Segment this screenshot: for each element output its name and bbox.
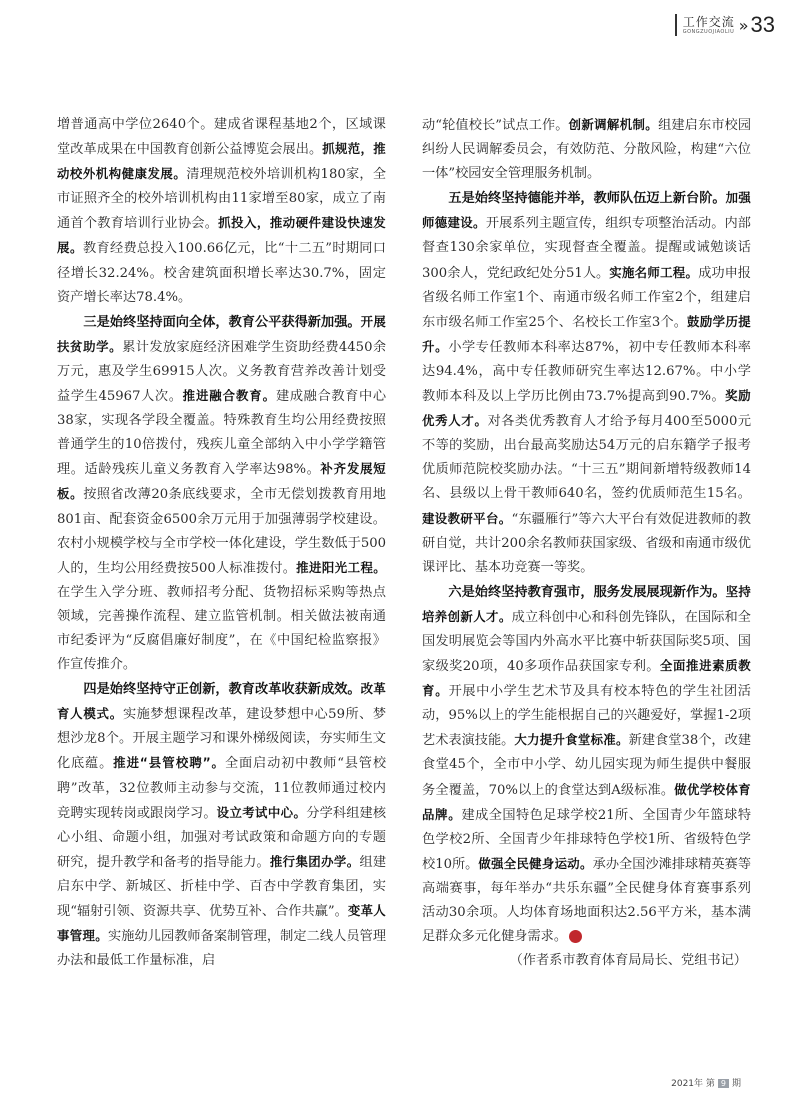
sub-heading: 大力提升食堂标准。 <box>514 732 629 748</box>
body-text: 新建食堂38个，改建食堂45个，全市中小学、幼儿园实现为师生提供中餐服务全覆盖，70%以上的食堂达到A级标准。 <box>422 733 752 798</box>
section-name: 工作交流 <box>682 14 735 29</box>
section-heading: 三是始终坚持面向全体，教育公平获得新加强。 <box>83 314 361 330</box>
body-text: 建成融合教育中心38家，实现各学段全覆盖。特殊教育生均公用经费按照普通学生的10倍拨付，残疾儿童全部纳入中小学学籍管理。适龄残疾儿童义务教育入学率达98%。 <box>57 389 387 478</box>
sub-heading: 做优学校体育品牌。 <box>422 781 751 822</box>
body-text: 在学生入学分班、教师招考分配、货物招标采购等热点领域，完善操作流程、建立监管机制。相关做法被南通市纪委评为“反腐倡廉好制度”，在《中国纪检监察报》作宣传推介。 <box>57 584 386 673</box>
sub-heading: 推进融合教育。 <box>182 388 276 404</box>
section-title <box>683 16 735 35</box>
section-heading: 四是始终坚持守正创新，教育改革收获新成效。 <box>83 682 361 698</box>
header-divider <box>675 14 677 36</box>
sub-heading: 推进阳光工程。 <box>296 559 386 575</box>
body-text: 教育经费总投入100.66亿元，比“十二五”时期同口径增长32.24%。校舍建筑面积增长率达30.7%，固定资产增长率达78.4%。 <box>57 241 386 305</box>
sub-heading: 推行集团办学。 <box>269 853 360 869</box>
paragraph <box>422 186 751 580</box>
body-text: 小学专任教师本科率达87%，初中专任教师本科率达94.4%，高中专任教师研究生率达12.67%。中小学教师本科及以上学历比例由73.7%提高到90.7%。 <box>422 339 751 405</box>
sub-heading: 鼓励学历提升。 <box>422 313 751 354</box>
sub-heading: 全面推进素质教育。 <box>422 658 751 699</box>
sub-heading: 创新调解机制。 <box>568 117 659 132</box>
body-text: 增普通高中学位2640个。建成省课程基地2个，区域课堂改革成果在中国教育创新公益博览会展出。 <box>57 117 386 158</box>
sub-heading: 奖励优秀人才。 <box>422 388 751 429</box>
sub-heading: 做强全民健身运动。 <box>478 855 593 871</box>
paragraph <box>422 580 751 949</box>
page-footer <box>671 1076 741 1089</box>
sub-heading: 补齐发展短板。 <box>57 461 387 502</box>
page-number: 33 <box>750 12 775 37</box>
body-text: 累计发放家庭经济困难学生资助经费4450余万元，惠及学生69915人次。义务教育营养改善计划受益学生45967人次。 <box>57 339 387 405</box>
section-pinyin: GONGZUOJIAOLIU <box>682 28 735 35</box>
body-text: 成立科创中心和科创先锋队，在国际和全国发明展览会等国内外高水平比赛中斩获国际奖5项、国家级奖20项，40多项作品获国家专利。 <box>422 609 751 675</box>
paragraph <box>57 113 386 310</box>
footer-year: 2021年 第 <box>671 1079 715 1089</box>
body-text: “东疆雁行”等六大平台有效促进教师的教研自觉，共计200余名教师获国家级、省级和南通市级优课评比、基本功竞赛一等奖。 <box>422 511 751 575</box>
double-chevron-icon: » <box>738 15 749 35</box>
section-heading: 六是始终坚持教育强市，服务发展展现新作为。 <box>448 584 726 600</box>
body-text: 动“轮值校长”试点工作。 <box>422 118 569 133</box>
body-text: 实施梦想课程改革，建设梦想中心59所、梦想沙龙8个。开展主题学习和课外梯级阅读，夯实师生文化底蕴。 <box>57 707 387 772</box>
paragraph <box>422 113 751 186</box>
sub-heading: 建设教研平台。 <box>422 510 512 526</box>
sub-heading: 设立考试中心。 <box>216 804 307 820</box>
sub-heading: 推进“县管校聘”。 <box>113 755 225 771</box>
body-text: 实施幼儿园教师备案制管理，制定二线人员管理办法和最低工作量标准，启 <box>57 929 387 969</box>
paragraph-content <box>422 585 751 944</box>
body-text: 成功申报省级名师工作室1个、南通市级名师工作室2个，组建启东市级名师工作室25个、名校长工作室3个。 <box>422 265 751 330</box>
body-text: 承办全国沙滩排球精英赛等高端赛事，每年举办“共乐东疆”全民健身体育赛事系列活动30余项。人均体育场地面积达2.56平方米，基本满足群众多元化健身需求。 <box>422 856 752 945</box>
left-column <box>57 113 386 973</box>
right-column <box>422 113 751 973</box>
sub-heading: 实施名师工程。 <box>609 264 699 280</box>
body-text: 分学科组建核心小组、命题小组，加强对考试政策和命题方向的专题研究，提升教学和备考的指导能力。 <box>57 805 387 870</box>
page-header <box>675 10 775 40</box>
body-text: 开展中小学生艺术节及具有校本特色的学生社团活动，95%以上的学生能根据自己的兴趣爱好，掌握1-2项艺术表演技能。 <box>422 684 751 749</box>
body-text: 建成全国特色足球学校21所、全国青少年篮球特色学校2所、全国青少年排球特色学校1所、省级特色学校10所。 <box>422 807 752 872</box>
body-text: 全面启动初中教师“县管校聘”改革，32位教师主动参与交流，11位教师通过校内竞聘实现转岗或跟岗学习。 <box>57 756 387 821</box>
footer-suffix: 期 <box>731 1079 741 1089</box>
sub-heading: 开展扶贫助学。 <box>57 313 387 354</box>
body-text: 对各类优秀教育人才给予每月400至5000元不等的奖励，出台最高奖励达54万元的启东籍学子报考优质师范院校奖励办法。“十三五”期间新增特级教师14名、县级以上骨干教师640名，签约优质师范生15名。 <box>422 414 752 502</box>
paragraph <box>57 310 386 677</box>
sub-heading: 改革育人模式。 <box>57 681 387 722</box>
sub-heading: 变革人事管理。 <box>57 903 387 944</box>
body-text: 组建启东中学、新城区、折桂中学、百杏中学教育集团，实现“辐射引领、资源共享、优势互补、合作共赢”。 <box>57 854 387 919</box>
body-text: 清理规范校外培训机构180家，全市证照齐全的校外培训机构由11家增至80家，成立了南通首个教育培训行业协会。 <box>57 167 387 232</box>
issue-number: 9 <box>718 1079 729 1088</box>
section-heading: 五是始终坚持德能并举，教师队伍迈上新台阶。 <box>448 191 726 207</box>
sub-heading: 抓规范，推动校外机构健康发展。 <box>57 141 387 182</box>
sub-heading: 加强师德建设。 <box>422 190 752 231</box>
body-text: 开展系列主题宣传，组织专项整治活动。内部督查130余家单位，实现督查全覆盖。提醒或诫勉谈话300余人，党纪政纪处分51人。 <box>422 216 751 281</box>
body-text: 组建启东市校园纠纷人民调解委员会，有效防范、分散风险，构建“六位一体”校园安全管理服务机制。 <box>422 118 752 182</box>
sub-heading: 坚持培养创新人才。 <box>422 583 752 624</box>
end-mark-icon: 终 <box>569 930 582 943</box>
paragraph <box>57 677 386 973</box>
sub-heading: 抓投入，推动硬件建设快速发展。 <box>57 215 387 256</box>
body-text: 按照省改薄20条底线要求，全市无偿划拨教育用地801亩、配套资金6500余万元用于加强薄弱学校建设。农村小规模学校与全市学校一体化建设，学生数低于500人的，生均公用经费按500人标准拨付。 <box>57 487 386 576</box>
author-note: （作者系市教育体育局局长、党组书记） <box>509 953 747 969</box>
